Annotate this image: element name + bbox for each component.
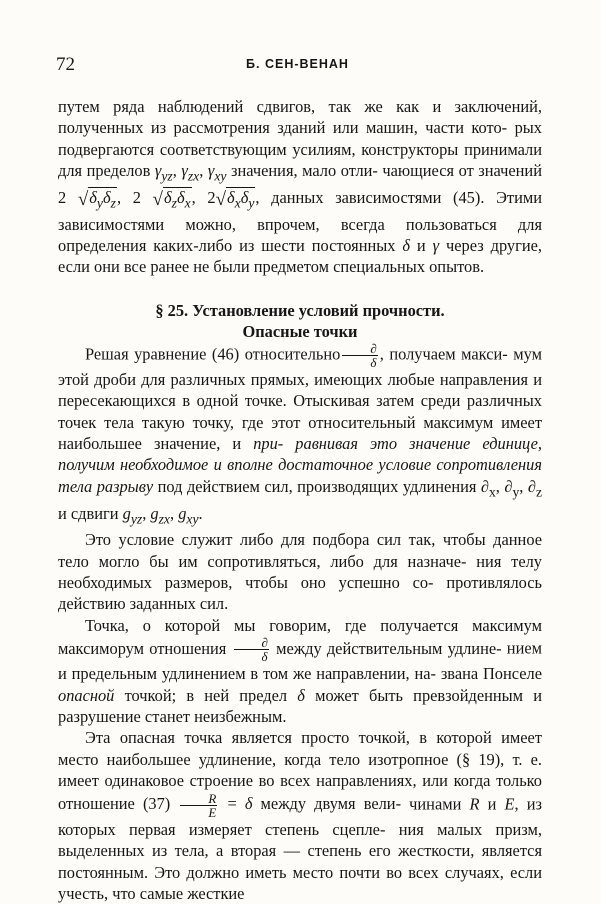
- radical-sign-icon: √: [152, 188, 163, 210]
- fraction-d-over-delta: [234, 636, 269, 663]
- separator: , 2: [116, 187, 153, 207]
- p5-text: чинами: [409, 793, 470, 813]
- p2-italic: равнивая это значение единице, получим необходимое и вполне: [58, 434, 542, 475]
- subscript: z: [535, 484, 542, 500]
- p5-line: его жесткости, является постоянным. Это должно иметь: [58, 841, 542, 882]
- p5-line: (§ 19), т. е. имеет одинаковое строение во всех направлениях,: [58, 749, 542, 791]
- fraction-numerator: ∂: [234, 636, 269, 650]
- p1-line: всегда пользоваться для определения каких-либо из шести: [58, 214, 542, 255]
- p1-text: чающиеся от значений 2: [58, 161, 542, 207]
- delta-symbol: δ: [297, 685, 305, 705]
- subscript: xy: [214, 168, 227, 184]
- fraction-numerator: ∂: [342, 342, 377, 356]
- sqrt-expression: [153, 187, 192, 214]
- fraction-denominator: E: [208, 804, 217, 820]
- paragraph-5: [58, 727, 542, 904]
- delta-symbol: δ: [163, 187, 172, 207]
- fraction-denominator: δ: [370, 354, 377, 370]
- period: .: [198, 503, 203, 523]
- radical-sign-icon: √: [77, 188, 89, 210]
- p5-line: имеет место наибольшее удлинение, когда тело изотропное: [58, 728, 542, 769]
- radicand: [88, 187, 117, 211]
- comma: ,: [199, 161, 208, 181]
- delta-symbol: δ: [227, 187, 235, 207]
- p2-text: , получаем макси-: [379, 344, 508, 364]
- fraction-denominator: δ: [261, 649, 268, 665]
- comma: ,: [172, 161, 182, 181]
- page-number: 72: [56, 54, 75, 75]
- section-title-line-1: § 25. Установление условий прочности.: [155, 300, 445, 320]
- comma: ,: [170, 503, 179, 523]
- p5-text: или когда только отношение (37): [58, 771, 542, 813]
- delta-symbol: δ: [102, 187, 111, 207]
- subscript: y: [96, 195, 103, 211]
- p4-text: звана Понселе: [440, 664, 542, 684]
- p1-line: принимали для пределов: [58, 139, 542, 181]
- delta-symbol: δ: [240, 187, 249, 207]
- subscript: y: [248, 195, 255, 211]
- p1-line: значения, мало отли-: [226, 161, 378, 181]
- gamma-symbol: γ: [154, 161, 162, 181]
- p1-line: зависимостями (45). Этими зависимостями можно, впрочем,: [58, 187, 542, 234]
- p1-line: полученных из рассмотрения зданий или машин, части кото-: [58, 118, 508, 138]
- page-body: [58, 96, 542, 904]
- p2-text: , ∂: [519, 476, 536, 496]
- p4-line: превзойденным и разрушение станет неизбежным.: [58, 685, 542, 727]
- subscript: y: [512, 484, 520, 500]
- shear-symbol: g: [150, 503, 159, 523]
- subscript: zx: [187, 168, 200, 184]
- subscript: x: [234, 195, 241, 211]
- section-heading: [58, 300, 542, 342]
- sqrt-expression: [216, 187, 256, 214]
- radicand: [226, 187, 255, 211]
- p2-line: относительный максимум имеет наибольшее значение, и: [58, 412, 542, 454]
- delta-symbol: δ: [89, 187, 97, 207]
- p2-line: затем среди различных точек тела такую точку, где этот: [58, 391, 542, 432]
- delta-symbol: δ: [176, 187, 185, 207]
- delta-symbol: δ: [402, 236, 411, 255]
- p2-line: направления и пересекающихся в одной точке. Отыскивая: [58, 369, 542, 411]
- p1-text: , данных: [255, 187, 324, 207]
- p5-line: Эта опасная точка является просто точкой, в которой: [85, 728, 492, 748]
- p5-text: между двумя вели-: [252, 793, 402, 813]
- subscript: yz: [161, 168, 173, 184]
- paragraph-4: [58, 615, 542, 728]
- p3-line: ния телу необходимых размеров, чтобы оно успешно со-: [58, 551, 542, 593]
- p1-line: путем ряда наблюдений сдвигов, так же как и заключений,: [58, 97, 542, 116]
- radicand: [163, 187, 192, 211]
- running-title: Б. СЕН-ВЕНАН: [246, 57, 349, 71]
- subscript: z: [110, 195, 116, 211]
- p1-text: и: [410, 236, 433, 255]
- p5-line: место почти во всех случаях, если учесть, что самые жесткие: [58, 862, 542, 903]
- p5-text: , из которых первая измеряет степень сцепле-: [58, 793, 542, 839]
- gamma-symbol: γ: [207, 161, 215, 181]
- p2-text: Решая уравнение (46) относительно: [85, 344, 341, 364]
- paragraph-2: [58, 342, 542, 529]
- subscript: z: [171, 195, 177, 211]
- equals-sign: =: [219, 793, 245, 813]
- section-title-line-2: Опасные точки: [242, 321, 358, 341]
- p2-italic: достаточное условие сопротивления тела разрыву: [58, 455, 542, 496]
- p5-line: ния малых призм, выделенных из тела, а вторая — степень: [58, 819, 543, 861]
- comma: ,: [142, 503, 151, 523]
- fraction-r-over-e: [180, 792, 217, 819]
- subscript: x: [488, 484, 496, 500]
- paragraph-3: [58, 529, 542, 615]
- sqrt-expression: [78, 187, 117, 214]
- p1-line: через другие, если они все ранее не были: [58, 236, 542, 277]
- gamma-symbol: γ: [181, 161, 188, 181]
- variable-e: E: [504, 793, 515, 813]
- gamma-symbol: γ: [432, 236, 440, 255]
- p3-line: данное тело могло бы им сопротивляться, либо для назначе-: [58, 530, 542, 571]
- subscript: x: [184, 195, 191, 211]
- subscript: xy: [186, 510, 199, 526]
- p2-text: и сдвиги: [58, 503, 119, 523]
- p2-line: мум этой дроби для различных прямых, имеющих любые: [58, 344, 542, 389]
- p1-line: рых подвергаются соответствующим усилиям, конструкторы: [58, 118, 542, 159]
- variable-r: R: [469, 793, 480, 813]
- fraction-numerator: R: [180, 792, 217, 806]
- shear-symbol: g: [178, 503, 187, 523]
- p4-text: точкой; в ней предел: [114, 685, 298, 705]
- p3-line: Это условие служит либо для подбора сил так, чтобы: [85, 530, 486, 550]
- p4-text: может быть: [304, 685, 403, 705]
- p4-italic: опасной: [58, 685, 115, 705]
- p4-line: Точка, о которой мы говорим, где получается максимум: [85, 615, 542, 635]
- subscript: yz: [130, 510, 143, 526]
- subscript: zx: [158, 510, 170, 526]
- p2-italic: при-: [253, 434, 284, 454]
- p1-line: постоянных: [311, 236, 403, 255]
- paragraph-1: [58, 96, 542, 278]
- shear-symbol: g: [122, 503, 131, 523]
- delta-symbol: δ: [244, 793, 253, 813]
- p4-line: нием и предельным удлинением в том же направлении, на-: [58, 638, 542, 684]
- radical-sign-icon: √: [215, 188, 227, 210]
- p4-text: между действительным удлине-: [270, 638, 502, 658]
- page-header: [56, 54, 539, 78]
- p2-text: , ∂: [495, 476, 513, 496]
- p3-line: противлялось действию заданных сил.: [58, 573, 542, 614]
- separator: , 2: [191, 187, 216, 207]
- p1-line: предметом специальных опытов.: [253, 257, 485, 277]
- p4-text: максиморум отношения: [58, 638, 232, 658]
- fraction-d-over-delta: [342, 342, 377, 369]
- p2-text: под: [153, 476, 183, 496]
- p5-text: и: [479, 793, 505, 813]
- p2-line: действием сил, производящих удлинения ∂: [186, 476, 489, 496]
